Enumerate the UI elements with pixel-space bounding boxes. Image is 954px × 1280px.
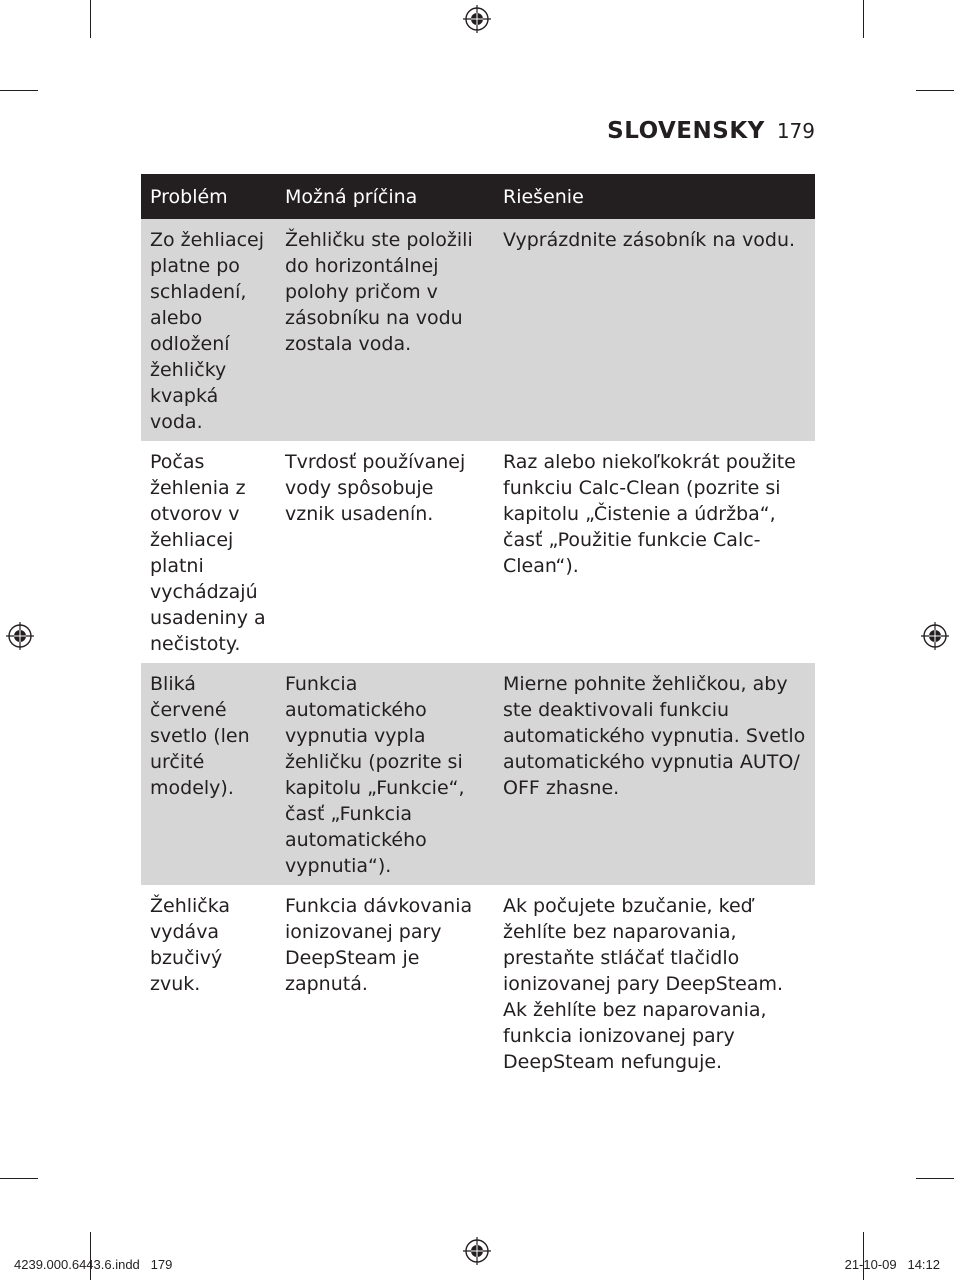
table-row — [141, 885, 815, 1081]
table-row — [141, 441, 815, 663]
cause-cell: Žehličku ste položili do horizontálnej polohy pričom v zásobníku na vodu zostala voda. — [276, 219, 494, 441]
solution-cell: Mierne pohnite žehličkou, aby ste deaktivovali funkciu automatického vypnutia. Svetlo automatického vypnutia AUTO/ OFF zhasne. — [494, 663, 815, 885]
table-row — [141, 663, 815, 885]
cause-cell: Funkcia dávkovania ionizovanej pary DeepSteam je zapnutá. — [285, 895, 473, 995]
cause-cell: Tvrdosť používanej vody spôsobuje vznik usadenín. — [285, 451, 466, 525]
solution-cell: Vyprázdnite zásobník na vodu. — [494, 219, 815, 441]
registration-mark-icon — [920, 621, 950, 651]
crop-mark — [0, 1178, 38, 1179]
crop-mark — [90, 1232, 91, 1280]
problem-cell: Počas žehlenia z otvorov v žehliacej platni vychádzajú usadeniny a nečistoty. — [150, 451, 266, 655]
solution-cell: Raz alebo niekoľkokrát použite funkciu Calc-Clean (pozrite si kapitolu „Čistenie a údržba“, časť „Použitie funkcie Calc-Clean“). — [503, 451, 796, 577]
crop-mark — [916, 1178, 954, 1179]
crop-mark — [863, 0, 864, 38]
footer-datetime: 21-10-09 14:12 — [844, 1257, 940, 1272]
crop-mark — [0, 90, 38, 91]
problem-cell: Žehlička vydáva bzučivý zvuk. — [150, 895, 231, 995]
crop-mark — [90, 0, 91, 38]
registration-mark-icon — [462, 1236, 492, 1266]
column-header-solution: Riešenie — [494, 174, 815, 219]
crop-mark — [863, 1232, 864, 1280]
table-header-row — [141, 174, 815, 219]
problem-cell: Bliká červené svetlo (len určité modely). — [141, 663, 276, 885]
cause-cell: Funkcia automatického vypnutia vypla žehličku (pozrite si kapitolu „Funkcie“, časť „Funkcia automatického vypnutia“). — [276, 663, 494, 885]
footer-file-slug: 4239.000.6443.6.indd 179 — [14, 1257, 173, 1272]
table-row — [141, 219, 815, 441]
troubleshooting-table — [141, 174, 815, 1081]
column-header-cause: Možná príčina — [276, 174, 494, 219]
registration-mark-icon — [5, 621, 35, 651]
column-header-problem: Problém — [141, 174, 276, 219]
page-header — [607, 118, 815, 144]
crop-mark — [916, 90, 954, 91]
language-title: SLOVENSKY — [607, 118, 765, 144]
solution-cell: Ak počujete bzučanie, keď žehlíte bez naparovania, prestaňte stláčať tlačidlo ionizovanej pary DeepSteam. Ak žehlíte bez naparovania, funkcia ionizovanej pary DeepSteam nefunguje. — [503, 895, 784, 1073]
problem-cell: Zo žehliacej platne po schladení, alebo odložení žehličky kvapká voda. — [141, 219, 276, 441]
registration-mark-icon — [462, 4, 492, 34]
page-number: 179 — [776, 119, 815, 143]
